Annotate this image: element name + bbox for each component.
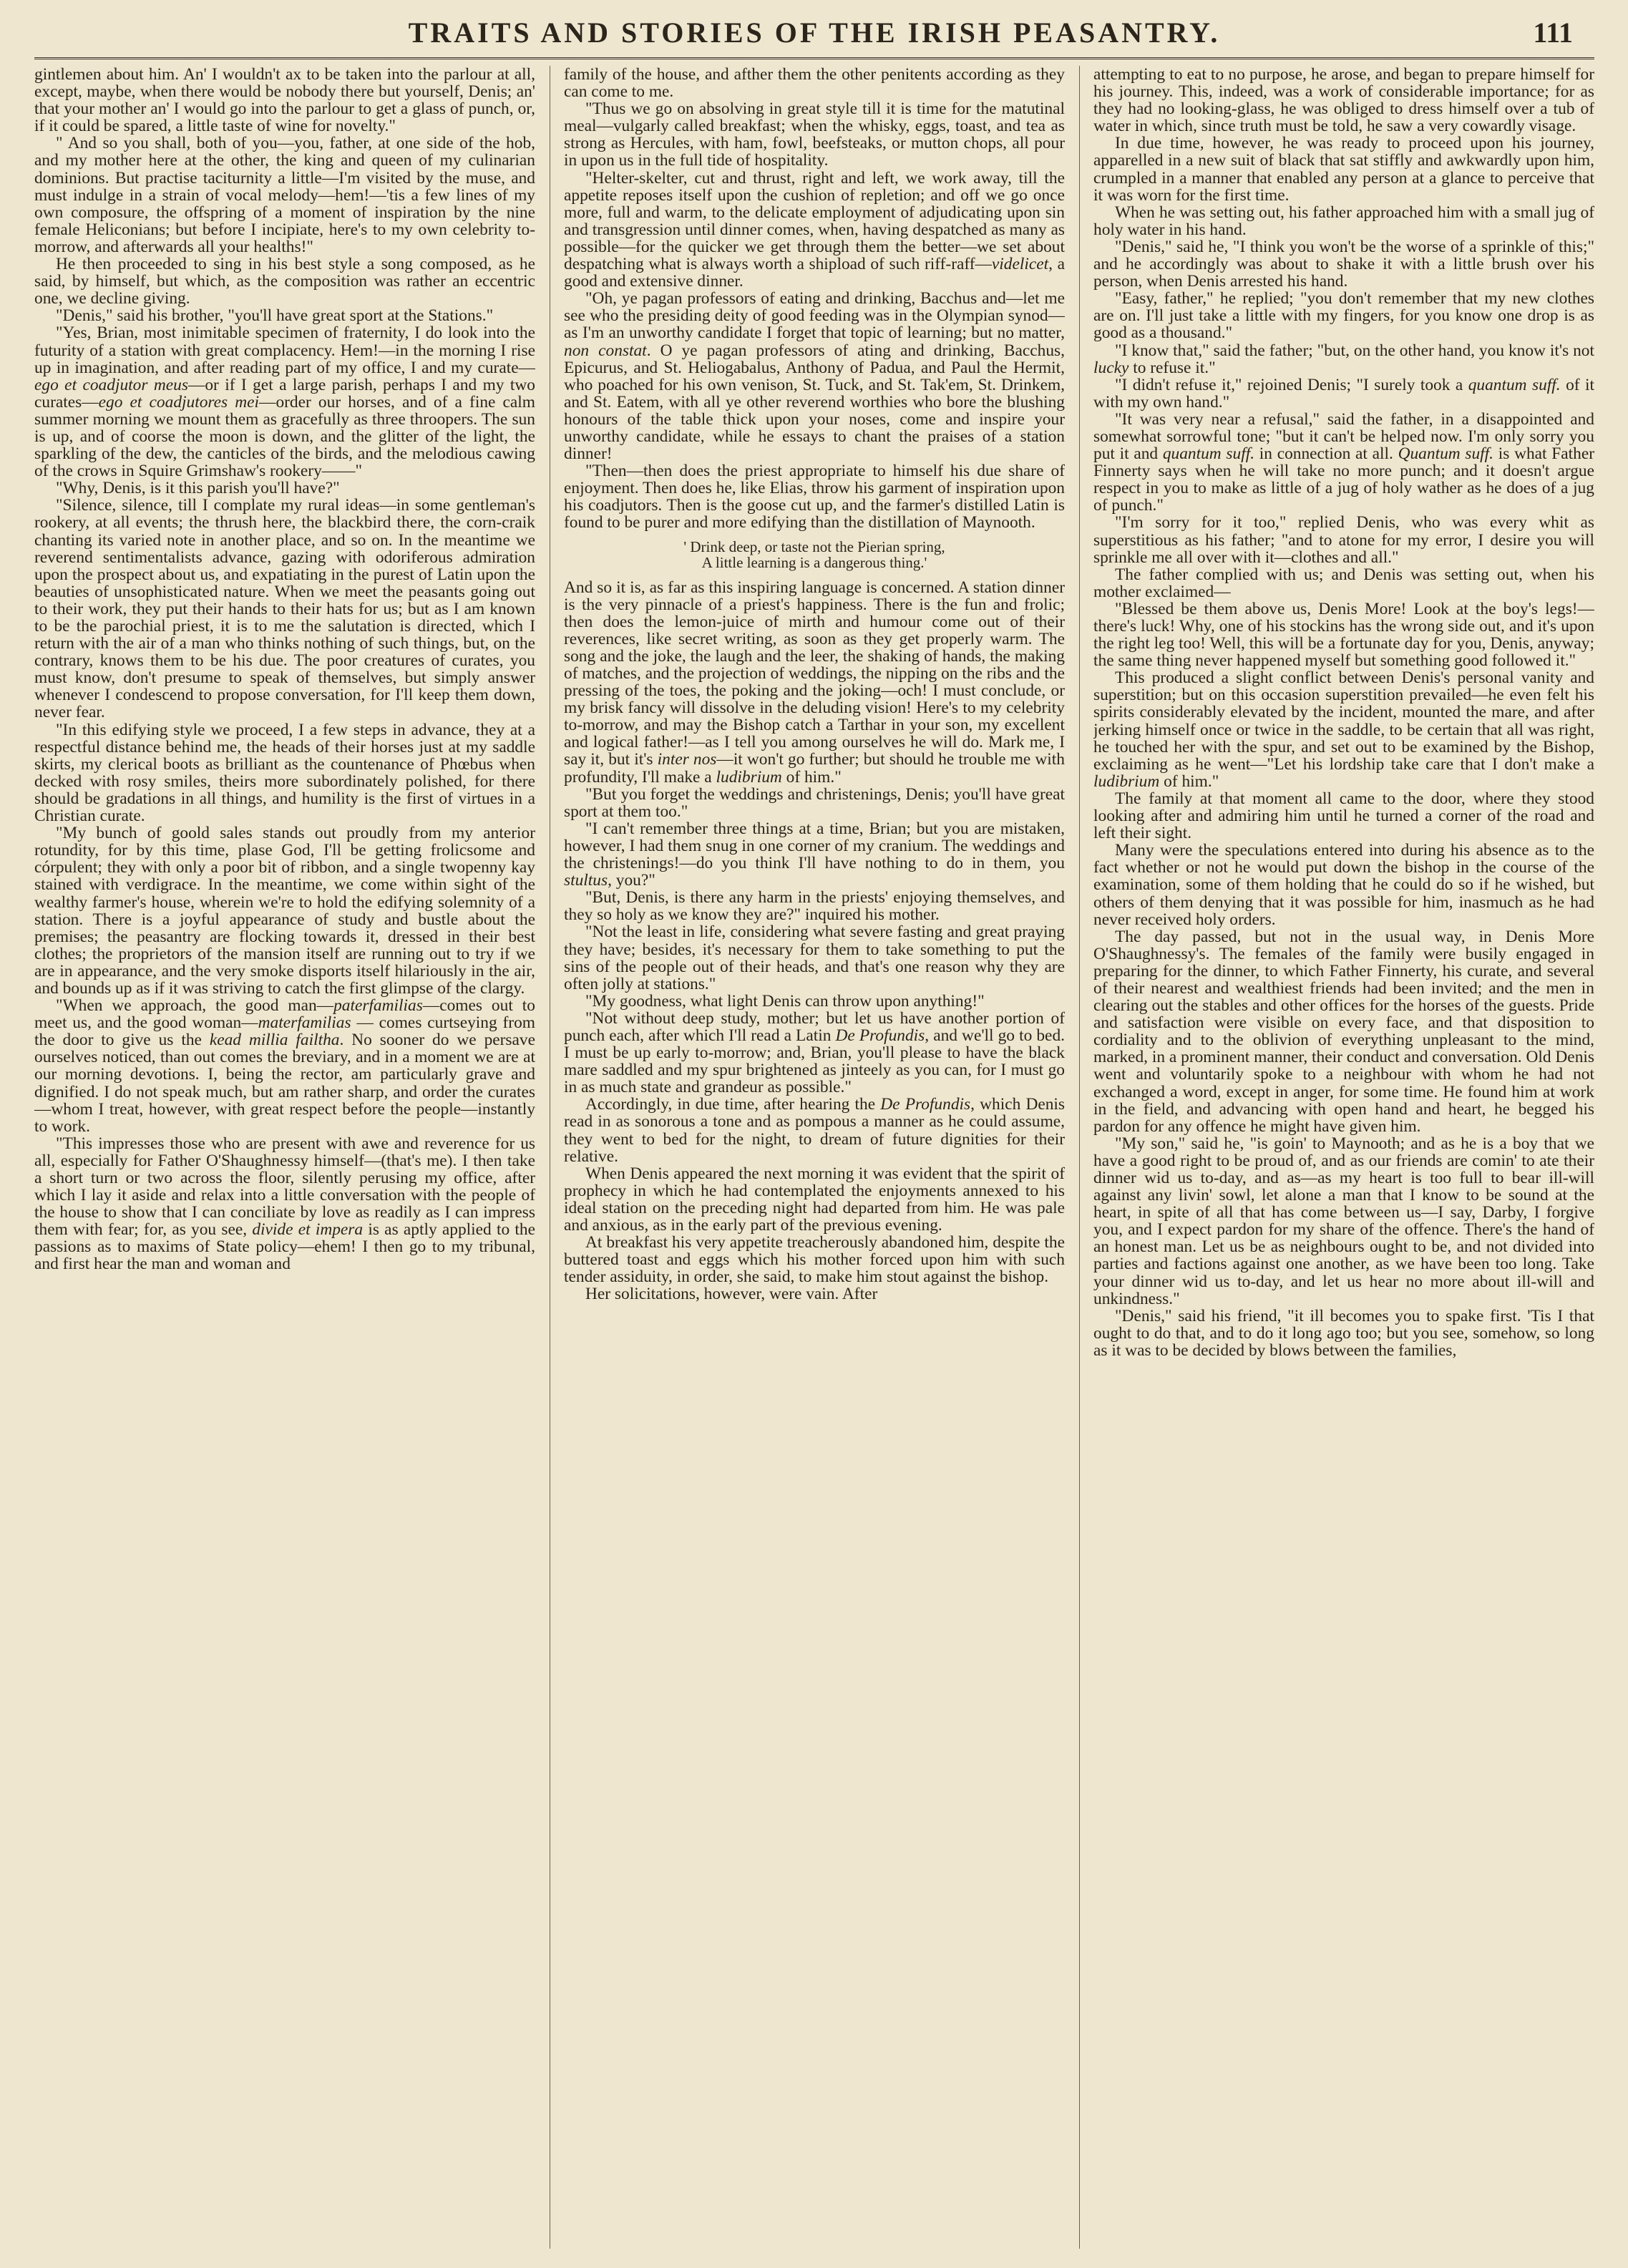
paragraph: "Why, Denis, is it this parish you'll have?" [56, 479, 340, 498]
column-divider [1079, 66, 1080, 2249]
text-run: , you?" [608, 871, 655, 890]
paragraph [1093, 342, 1594, 376]
running-title: TRAITS AND STORIES OF THE IRISH PEASANTRY. [408, 16, 1221, 49]
latin-phrase: stultus [564, 871, 608, 890]
paragraph [564, 1096, 1065, 1164]
paragraph: "Denis," said his friend, "it ill becomes you to spake first. 'Tis I that ought to do that, and to do it long ago too; but you see, somehow, so long as it was to be decided by blows between the families, [1093, 1306, 1594, 1360]
latin-phrase: inter nos [657, 750, 717, 769]
verse-quotation [564, 539, 1065, 570]
text-run: —it won't go further; but should he trouble me with profundity, I'll make a [564, 750, 1065, 787]
text-run: This produced a slight conflict between Denis's personal vanity and superstition; but on this occasion superstition prevailed—he even felt his spirits considerably elevated by the incident, mounted the mare, and after jerking himself once or twice in the saddle, to be certain that all was right, he touched her with the spur, and set out to be examined by the Bishop, exclaiming as he went—"Let his lordship take care that I don't make a [1093, 668, 1594, 774]
text-run: —comes out to meet us, and the good woman— [34, 996, 535, 1033]
latin-phrase: quantum suff. [1162, 444, 1255, 464]
paragraph: "Easy, father," he replied; "you don't remember that my new clothes are on. I'll just take a little with my fingers, for you know one drop is as good as a thousand." [1093, 289, 1594, 343]
paragraph: "Silence, silence, till I complate my rural ideas—in some gentleman's rookery, at all events; the thrush here, the blackbird there, the corn-craik chanting its varied note in another place, and so on. In the meantime we reverend sentimentalists advance, gazing with odoriferous admiration upon the prospect about us, and expatiating in the purest of Latin upon the beauties of unsophisticated nature. When we meet the peasants going out to their work, they put their hands to their hats for us; but as I am known to be the parochial priest, it is to me the salutation is directed, which I return with the air of a man who thinks nothing of such things, but, on the contrary, knows them to be his due. The poor creatures of curates, you must know, don't presume to speak of themselves, but simply answer whenever I condescend to propose conversation, for I'll keep them down, never fear. [34, 496, 535, 722]
latin-phrase: ego et coadjutores mei [98, 392, 260, 412]
paragraph: "But you forget the weddings and christenings, Denis; you'll have great sport at them too." [564, 784, 1065, 821]
column-1 [34, 66, 535, 2249]
text-run: . No sooner do we persave ourselves noticed, than out comes the breviary, and in a moment we are at our morning devotions. I, being the rector, am particularly grave and dignified. I do not speak much, but am rather sharp, and order the curates—whom I treat, however, with great respect before the people—instantly to work. [34, 1031, 535, 1136]
paragraph [1093, 411, 1594, 515]
text-run: "Yes, Brian, most inimitable specimen of fraternity, I do look into the futurity of a station with great complacency. Hem!—in the morning I rise up in imagination, and after reading part of my office, I and my curate— [34, 323, 535, 377]
paragraph [564, 290, 1065, 462]
paragraph: family of the house, and afther them the other penitents according as they can come to me. [564, 66, 1065, 102]
paragraph [564, 820, 1065, 889]
paragraph: The family at that moment all came to the door, where they stood looking after and admiring him until he turned a corner of the road and left their sight. [1093, 789, 1594, 843]
paragraph: "I'm sorry for it too," replied Denis, who was every whit as superstitious as his father; "and to atone for my error, I desire you will sprinkle me all over with it—clothes and all." [1093, 513, 1594, 567]
paragraph [1093, 669, 1594, 790]
paragraph: "Not the least in life, considering what severe fasting and great praying they have; besides, it's necessary for them to take something to put the sins of the people out of their heads, and that's one reason why they are often jolly at stations." [564, 923, 1065, 993]
text-run: of him." [1159, 772, 1219, 791]
page-header [34, 13, 1594, 59]
paragraph [564, 1010, 1065, 1096]
paragraph: "Then—then does the priest appropriate to himself his due share of enjoyment. Then does he, like Elias, throw his garment of inspiration upon his coadjutors. Then is the goose cut up, and the farmer's distilled Latin is found to be purer and more edifying than the distillation of Maynooth. [564, 462, 1065, 532]
paragraph: Her solicitations, however, were vain. After [585, 1285, 878, 1304]
paragraph: In due time, however, he was ready to proceed upon his journey, apparelled in a new suit of black that sat stiffly and awkwardly upon him, crumpled in a manner that enabled any person at a glance to perceive that it was worn for the first time. [1093, 134, 1594, 205]
column-3 [1093, 66, 1594, 2249]
text-run: , and we'll go to bed. I must be up early to-morrow; and, Brian, you'll please to have the black mare saddled and my spur brightened as jinteely as you can, for I must go in as much state and grandeur as possible." [564, 1026, 1065, 1097]
text-run: Accordingly, in due time, after hearing the [585, 1095, 881, 1114]
paragraph [1093, 376, 1594, 411]
verse-line: A little learning is a dangerous thing.' [701, 553, 927, 571]
paragraph: Many were the speculations entered into during his absence as to the fact whether or not he would put down the bishop in the course of the examination, some of them holding that he could do so if he wished, but others of them denying that it was possible for him, inasmuch as he had never received holy orders. [1093, 841, 1594, 929]
column-2 [564, 66, 1065, 2249]
text-run: "It was very near a refusal," said the father, in a disappointed and somewhat sorrowful tone; "but it can't be helped now. I'm only sorry you put it and [1093, 409, 1594, 464]
paragraph: "Denis," said he, "I think you won't be the worse of a sprinkle of this;" and he accordingly was about to shake it with a little brush over his person, when Denis arrested his hand. [1093, 237, 1594, 291]
latin-phrase: videlicet [991, 255, 1049, 274]
text-run: "Helter-skelter, cut and thrust, right and left, we work away, till the appetite reposes itself upon the cushion of repletion; and off we go once more, full and warm, to the delicate employment of adjudicating upon sin and transgression until dinner comes, when, having despatched as many as possible—for the quicker we get through them the better—we set about despatching what is always worth a shipload of such riff-raff— [564, 168, 1065, 274]
text-run: — comes curtseying from the door to give us the [34, 1013, 535, 1050]
latin-phrase: paterfamilias [333, 996, 423, 1016]
paragraph: "Blessed be them above us, Denis More! Look at the boy's legs!—there's luck! Why, one of his stockins has the wrong side out, and it's upon the right leg too! Well, this will be a fortunate day for you, Denis, anyway; the same thing never happened myself but something good followed it." [1093, 599, 1594, 671]
text-run: of it with my own hand." [1093, 375, 1594, 412]
text-run: of him." [781, 767, 842, 787]
paragraph: "But, Denis, is there any harm in the priests' enjoying themselves, and they so holy as we know they are?" inquired his mother. [564, 888, 1065, 925]
paragraph: He then proceeded to sing in his best style a song composed, as he said, by himself, but which, as the composition was rather an eccentric one, we decline giving. [34, 255, 535, 308]
irish-phrase: kead millia failtha [209, 1031, 340, 1050]
paragraph: When he was setting out, his father approached him with a small jug of holy water in his hand. [1093, 203, 1594, 239]
text-run: —or if I get a large parish, perhaps I and my two curates— [34, 375, 535, 412]
paragraph: attempting to eat to no purpose, he arose, and began to prepare himself for his journey. This, indeed, was a work of considerable importance; for as they had no looking-glass, he was obliged to dress himself over a tub of water in which, since truth must be told, he saw a very cowardly visage. [1093, 66, 1594, 136]
paragraph: gintlemen about him. An' I wouldn't ax to be taken into the parlour at all, except, maybe, when there would be nobody there but yourself, Denis; an' that your mother an' I would go into the parlour to get a glass of punch, or, if it could be spared, a little taste of wine for novelty." [34, 66, 535, 136]
paragraph: "Denis," said his brother, "you'll have great sport at the Stations." [56, 306, 494, 326]
text-run: "Not without deep study, mother; but let us have another portion of punch each, after which I'll read a Latin [564, 1008, 1065, 1045]
text-run: to refuse it." [1129, 358, 1216, 377]
latin-phrase: Quantum suff. [1398, 444, 1494, 464]
text-run: "I can't remember three things at a time, Brian; but you are mistaken, however, I had them snug in one corner of my cranium. The weddings and the christenings!—do you think I'll have nothing to do in them, you [564, 819, 1065, 873]
latin-phrase: ego et coadjutor meus [34, 375, 188, 394]
text-run: , a good and extensive dinner. [564, 255, 1065, 291]
text-run: "I know that," said the father; "but, on the other hand, you know it's not [1115, 341, 1594, 360]
paragraph [34, 1135, 535, 1273]
text-run: is what Father Finnerty says when he will take no more punch; and it doesn't argue respect in you to make as little of a jug of holy wather as he does of a jug of punch." [1093, 444, 1594, 515]
latin-phrase: materfamilias [258, 1013, 351, 1033]
paragraph: The father complied with us; and Denis was setting out, when his mother exclaimed— [1093, 565, 1594, 601]
text-columns [34, 66, 1594, 2249]
latin-phrase: divide et impera [252, 1220, 364, 1240]
text-run: is as aptly applied to the passions as to maxims of State policy—ehem! I then go to my tribunal, and first hear the man and woman and [34, 1220, 535, 1274]
paragraph [564, 579, 1065, 786]
text-run: in connection at all. [1254, 444, 1398, 464]
paragraph: " And so you shall, both of you—you, father, at one side of the hob, and my mother here at the other, the king and queen of my culinarian dominions. But practise taciturnity a little—I'm visited by the muse, and must indulge in a strain of vocal melody—hem!—'tis a few lines of my own composure, the offspring of a moment of inspiration by the nine female Heliconians; but before I incipiate, here's to my own celebrity to-morrow, and afterwards all your healths!" [34, 134, 535, 256]
latin-phrase: De Profundis [835, 1026, 925, 1045]
text-run: . O ye pagan professors of ating and drinking, Bacchus, Epicurus, and St. Heliogabalus, Anthony of Padua, and Paul the Hermit, who poached for his own venison, St. Tuck, and St. Tak'em, St. Drinkem, and St. Eatem, with all ye other reverend worthies who bore the blushing honours of the table thick upon your noses, come and inspire your unworthy candidate, while he essays to chant the praises of a station dinner! [564, 341, 1065, 464]
text-run: "When we approach, the good man— [56, 996, 334, 1016]
paragraph [564, 170, 1065, 291]
latin-phrase: ludibrium [716, 767, 782, 787]
paragraph: "My goodness, what light Denis can throw upon anything!" [585, 991, 985, 1011]
latin-phrase: De Profundis [880, 1095, 971, 1114]
page-number: 111 [1533, 16, 1573, 49]
verse-line: ' Drink deep, or taste not the Pierian spring, [683, 537, 945, 555]
paragraph: When Denis appeared the next morning it was evident that the spirit of prophecy in which he had contemplated the enjoyments annexed to his ideal station on the preceding night had departed from him. He was pale and anxious, as in the early part of the previous evening. [564, 1164, 1065, 1235]
latin-phrase: non constat [564, 341, 647, 360]
text-run: "Oh, ye pagan professors of eating and drinking, Bacchus and—let me see who the presiding deity of good feeding was in the Olympian synod—as I'm an unworthy candidate I forget that topic of learning; but no matter, [564, 289, 1065, 343]
latin-phrase: ludibrium [1093, 772, 1160, 791]
paragraph: "Thus we go on absolving in great style till it is time for the matutinal meal—vulgarly called breakfast; when the whisky, eggs, toast, and tea as strong as Hercules, with ham, fowl, beefsteaks, or mutton chops, all pour in upon us in the full tide of hospitality. [564, 99, 1065, 170]
paragraph [34, 997, 535, 1135]
latin-phrase: quantum suff. [1468, 375, 1561, 394]
text-run: , which Denis read in as sonorous a tone and as pompous a manner as he could assume, they went to bed for the night, to dream of future dignities for their relative. [564, 1095, 1065, 1166]
paragraph: The day passed, but not in the usual way, in Denis More O'Shaughnessy's. The females of the family were busily engaged in preparing for the dinner, to which Father Finnerty, his curate, and several of their nearest and wealthiest friends had been invited; and the men in clearing out the stables and other offices for the horses of the guests. Pride and satisfaction were visible on every face, and that disposition to cordiality and to the oblivion of everything unpleasant to the mind, marked, in a prominent manner, their conduct and conversation. Old Denis went and voluntarily spoke to a neighbour with whom he had not exchanged a word, except in anger, for some time. He found him at work in the field, and advancing with open hand and heart, he begged his pardon for any offence he might have given him. [1093, 927, 1594, 1136]
paragraph: At breakfast his very appetite treacherously abandoned him, despite the buttered toast and eggs which his mother forced upon him with such tender assiduity, in order, she said, to make him stout against the bishop. [564, 1233, 1065, 1287]
text-run: And so it is, as far as this inspiring language is concerned. A station dinner is the very pinnacle of a priest's happiness. There is the fun and frolic; then does the lemon-juice of mirth and humour come out of their reverences, like secret writing, as soon as they get properly warm. The song and the joke, the laugh and the leer, the shaking of hands, the making of matches, and the projection of weddings, the nipping on the ribs and the pressing of the toes, the poking and the joking—och! I must conclude, or my brisk fancy will dissolve in the deluding vision! Here's to my celebrity to-morrow, and may the Bishop catch a Tarthar in your son, my excellent and logical father!—as I tell you among ourselves he will do. Mark me, I say it, but it's [564, 578, 1065, 769]
emphasis: lucky [1093, 358, 1129, 377]
paragraph [34, 324, 535, 480]
paragraph: "In this edifying style we proceed, I a few steps in advance, they at a respectful distance behind me, the heads of their horses just at my saddle skirts, my clerical boots as brilliant as the countenance of Phœbus when decked with rosy smiles, theirs more subordinately polished, for there should be gradations in all things, and humility is the first of virtues in a Christian curate. [34, 720, 535, 826]
text-run: —order our horses, and of a fine calm summer morning we mount them as gracefully as three throopers. The sun is up, and of coorse the moon is down, and the glitter of the light, the sparkling of the dew, the canticles of the birds, and the melodious cawing of the crows in Squire Grimshaw's rookery——" [34, 392, 535, 481]
paragraph: "My bunch of goold sales stands out proudly from my anterior rotundity, for by this time, plase God, I'll be getting frolicsome and córpulent; they with only a poor bit of ribbon, and a single twopenny kay stained with verdigrace. In the meantime, we come within sight of the wealthy farmer's house, wherein we're to hold the edifying solemnity of a station. There is a joyful appearance of study and bustle about the premises; the peasantry are flocking towards it, dressed in their best clothes; the proprietors of the mansion itself are running out to try if we are in appearance, and the very smoke disports itself hilariously in the air, and bounds up as if it was striving to catch the first glimpse of the clargy. [34, 824, 535, 998]
paragraph: "My son," said he, "is goin' to Maynooth; and as he is a boy that we have a good right to be proud of, and as our friends are comin' to ate their dinner wid us to-day, and as—as my heart is too full to bear ill-will against any livin' sowl, let alone a man that I know to be sound at the heart, in spite of all that has come between us—I say, Darby, I forgive you, and I expect pardon for my share of the offence. There's the hand of an honest man. Let us be as neighbours ought to be, and not divided into parties and factions against one another, as we have been too long. Take your dinner wid us to-day, and let us hear no more about ill-will and unkindness." [1093, 1134, 1594, 1308]
text-run: "This impresses those who are present with awe and reverence for us all, especially for Father O'Shaughnessy himself—(that's me). I then take a short turn or two across the floor, silently perusing my office, after which I lay it aside and relax into a little conversation with the people of the house to show that I can conciliate by love as readily as I can impress them with fear; for, as you see, [34, 1134, 535, 1240]
text-run: "I didn't refuse it," rejoined Denis; "I surely took a [1115, 375, 1468, 394]
